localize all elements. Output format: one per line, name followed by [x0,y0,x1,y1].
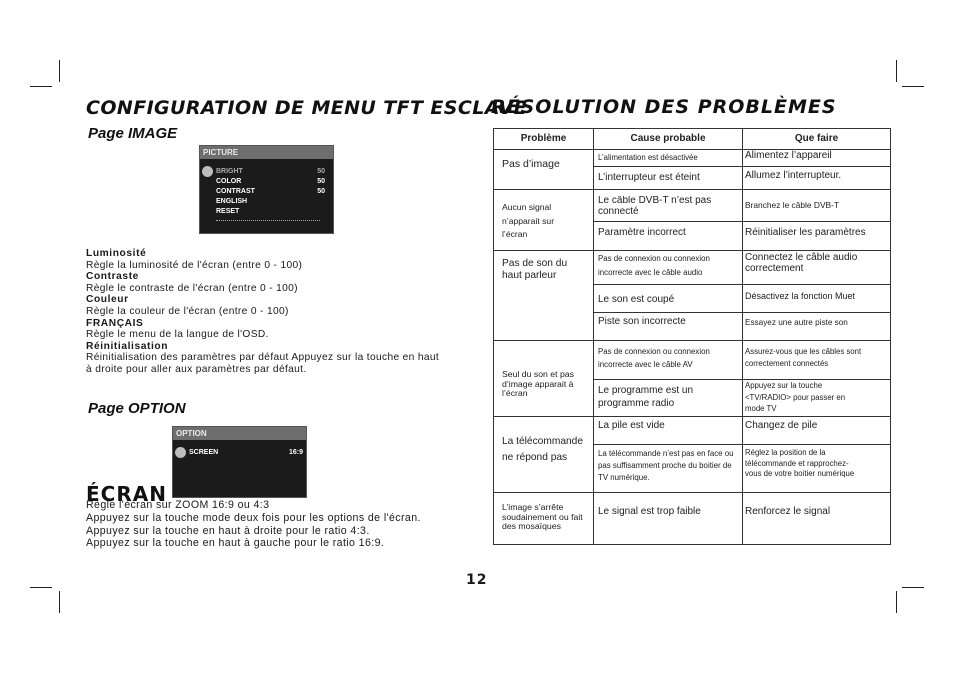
cause-cell: La pile est vide [598,420,665,431]
osd-row-label: BRIGHT [216,168,243,175]
osd-row-label: SCREEN [189,449,219,456]
problem-cell: L’image s’arrête soudainement ou fait des mosaïques [502,503,583,532]
option-osd-screenshot [172,426,307,498]
remedy-cell: Essayez une autre piste son [745,318,848,327]
item-title: FRANÇAIS [86,317,144,329]
osd-row-value: 50 [317,168,325,175]
cause-cell: Le câble DVB-T n’est pas connecté [598,196,712,217]
crop-mark [30,587,52,588]
problem-cell: Pas d’image [502,158,560,170]
cause-cell: Le signal est trop faible [598,506,701,517]
osd-row-label: RESET [216,208,240,215]
item-text: Règle le contraste de l'écran (entre 0 - 100) [86,282,298,294]
remedy-cell: Connectez le câble audio correctement [745,252,858,274]
picture-osd-screenshot [199,145,334,234]
cause-cell: Le son est coupé [598,294,675,305]
remedy-cell: Allumez l’interrupteur. [745,170,842,181]
remedy-cell: Changez de pile [745,420,818,431]
item-text: Réinitialisation des paramètres par défaut Appuyez sur la touche en haut à droite pour aller aux paramètres par défaut. [86,352,440,375]
ecran-line: Appuyez sur la touche en haut à gauche pour le ratio 16:9. [86,537,385,550]
table-header: Que faire [794,133,839,144]
remedy-cell: Désactivez la fonction Muet [745,291,856,301]
crop-mark [59,591,60,613]
crop-mark [902,86,924,87]
crop-mark [59,60,60,82]
option-menu-icon [175,447,186,458]
crop-mark [30,86,52,87]
ecran-line: Appuyez sur la touche mode deux fois pour les options de l'écran. [86,511,421,524]
crop-mark [896,591,897,613]
cause-cell: L’interrupteur est éteint [598,172,700,183]
remedy-cell: Réinitialiser les paramètres [745,227,866,238]
osd-row-label: CONTRAST [216,188,255,195]
table-header: Problème [520,133,567,144]
crop-mark [896,60,897,82]
item-text: Règle la luminosité de l'écran (entre 0 - 100) [86,259,303,271]
item-title: Luminosité [86,248,147,259]
problem-cell: Seul du son et pas d’image apparait à l’écran [502,370,574,398]
item-text: Règle le menu de la langue de l'OSD. [86,329,269,341]
cause-cell: Piste son incorrecte [598,316,686,327]
cause-cell: L’alimentation est désactivée [598,153,698,162]
remedy-cell: Alimentez l’appareil [745,150,832,161]
table-header: Cause probable [630,133,706,144]
ecran-instructions [86,499,421,550]
remedy-cell: Branchez le câble DVB-T [745,200,840,210]
ecran-line: Règle l'écran sur ZOOM 16:9 ou 4:3 [86,499,270,511]
cause-cell: Le programme est un programme radio [598,385,694,409]
ecran-heading: ÉCRAN [86,482,167,506]
crop-mark [902,587,924,588]
osd-row-value: 50 [317,178,325,185]
remedy-cell: Assurez-vous que les câbles sont correctement connectés [745,347,862,368]
picture-menu-icon [202,166,213,177]
osd-header: PICTURE [200,146,333,159]
osd-row-label: COLOR [216,178,242,185]
problem-cell: La télécommande ne répond pas [502,436,583,463]
osd-level-bar [216,220,320,223]
config-menu-title: CONFIGURATION DE MENU TFT ESCLAVE [86,97,528,119]
remedy-cell: Réglez la position de la télécommande et rapprochez-vous de votre boitier numérique [745,448,855,478]
osd-header: OPTION [173,427,306,440]
cause-cell: Pas de connexion ou connexion incorrecte avec le câble audio [598,254,710,277]
page-number: 12 [466,572,488,588]
cause-cell: Paramètre incorrect [598,227,686,238]
problem-cell: Pas de son du haut parleur [502,258,568,281]
item-title: Contraste [86,271,139,283]
item-title: Couleur [86,294,129,306]
problem-cell: Aucun signal n’apparait sur l’écran [502,202,555,239]
image-page-heading: Page IMAGE [88,125,178,142]
remedy-cell: Renforcez le signal [745,506,831,517]
item-text: Règle la couleur de l'écran (entre 0 - 100) [86,305,289,317]
ecran-line: Appuyez sur la touche en haut à droite pour le ratio 4:3. [86,524,370,537]
troubleshooting-table [493,128,891,545]
option-page-heading: Page OPTION [88,400,186,417]
remedy-cell: Appuyez sur la touche <TV/RADIO> pour passer en mode TV [745,381,846,413]
osd-row-value: 16:9 [288,449,303,456]
item-title: Réinitialisation [86,340,169,352]
troubleshooting-title: RÉSOLUTION DES PROBLÈMES [491,96,837,118]
cause-cell: Pas de connexion ou connexion incorrecte avec le câble AV [598,347,710,369]
image-settings-descriptions [86,248,446,376]
osd-row-label: ENGLISH [216,198,248,205]
cause-cell: La télécommande n’est pas en face ou pas suffisamment proche du boitier de TV numérique. [598,449,734,482]
osd-row-value: 50 [317,188,325,195]
